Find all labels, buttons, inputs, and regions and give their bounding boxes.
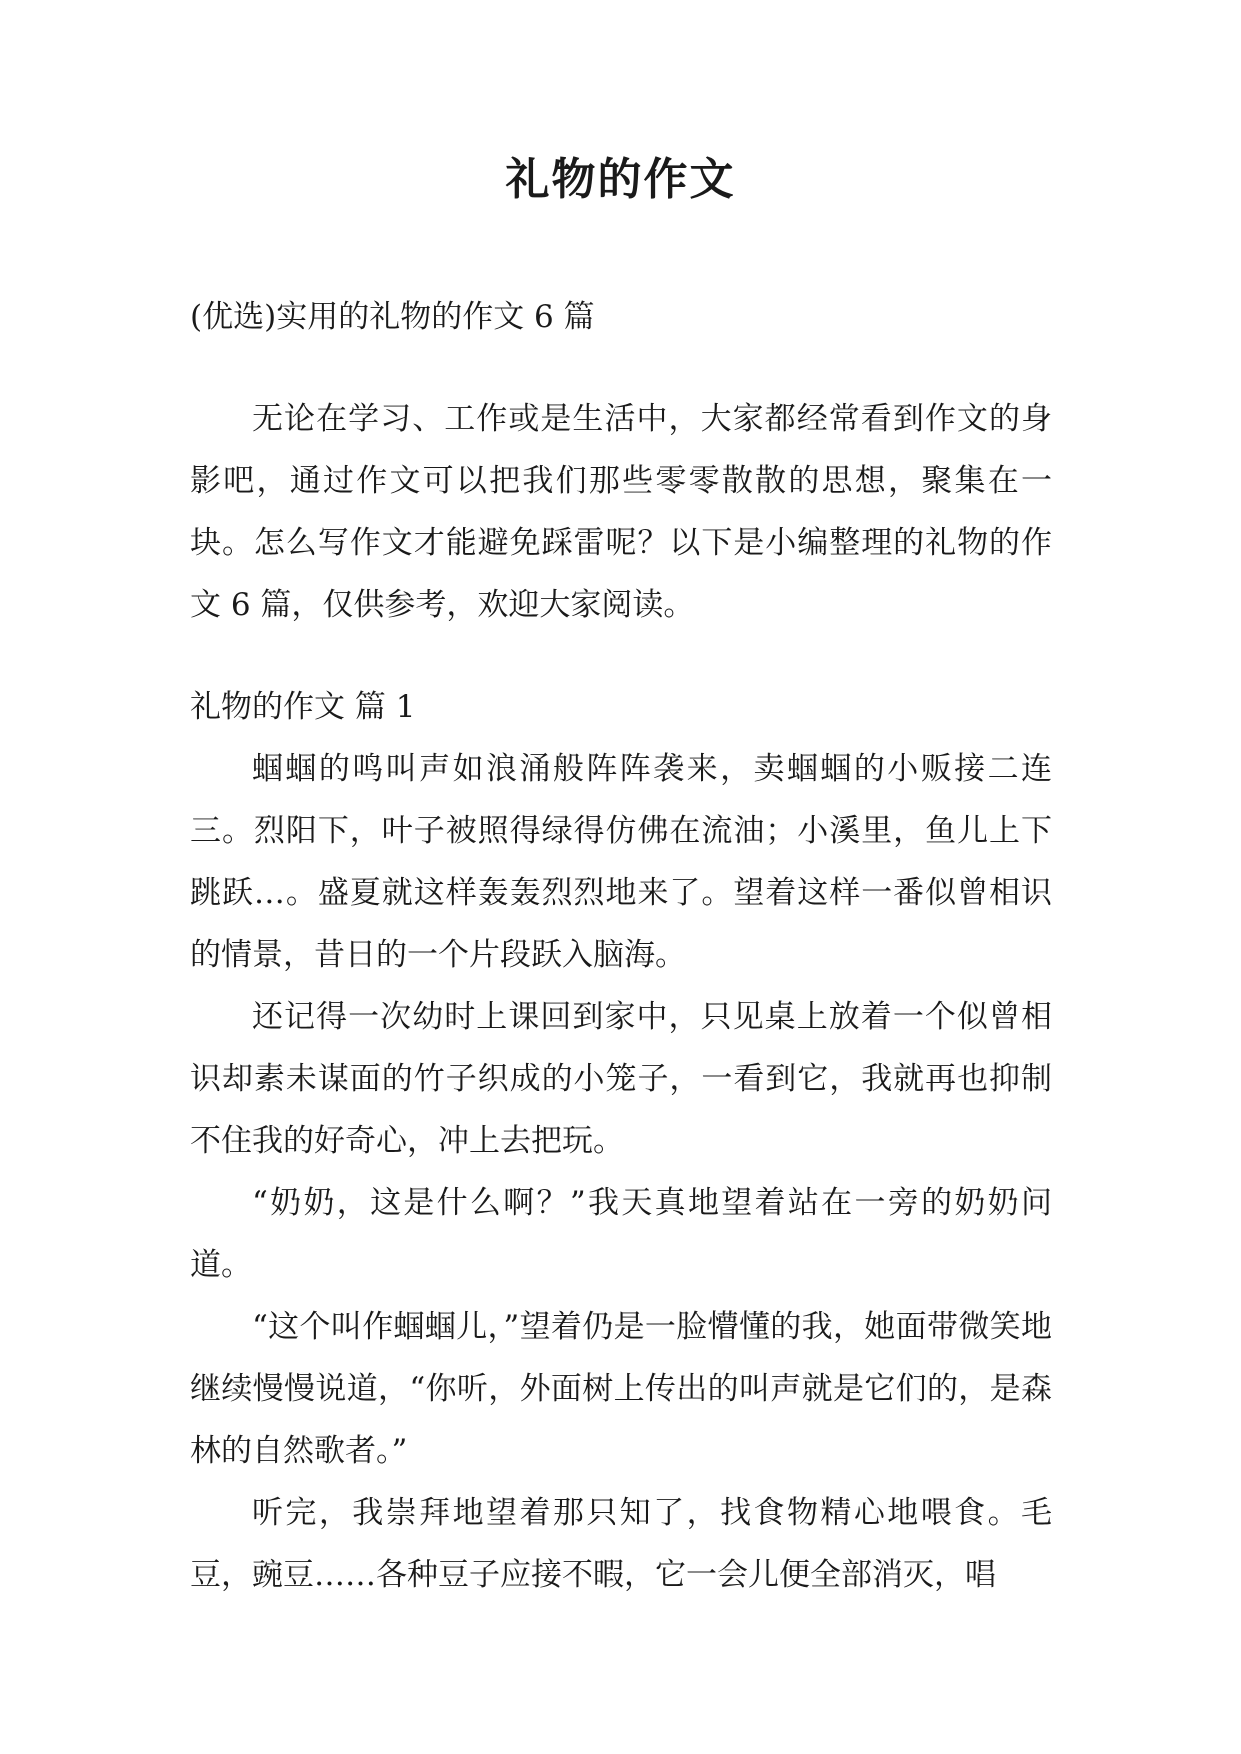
body-paragraph: 听完，我崇拜地望着那只知了，找食物精心地喂食。毛豆，豌豆……各种豆子应接不暇，它一会儿便全部消灭，唱 (190, 1495, 1052, 1593)
body-paragraph: 还记得一次幼时上课回到家中，只见桌上放着一个似曾相识却素未谋面的竹子织成的小笼子，一看到它，我就再也抑制不住我的好奇心，冲上去把玩。 (190, 999, 1052, 1159)
document-title: 礼物的作文 (505, 154, 736, 205)
body-paragraph: 蝈蝈的鸣叫声如浪涌般阵阵袭来，卖蝈蝈的小贩接二连三。烈阳下，叶子被照得绿得仿佛在流油；小溪里，鱼儿上下跳跃…。盛夏就这样轰轰烈烈地来了。望着这样一番似曾相识的情景，昔日的一个片段跃入脑海。 (190, 751, 1052, 973)
document-body (190, 286, 1052, 1606)
body-paragraph: “这个叫作蝈蝈儿，”望着仍是一脸懵懂的我，她面带微笑地继续慢慢说道，“你听，外面树上传出的叫声就是它们的，是森林的自然歌者。” (190, 1309, 1052, 1469)
document-subtitle: (优选)实用的礼物的作文 6 篇 (190, 299, 595, 335)
intro-paragraph: 无论在学习、工作或是生活中，大家都经常看到作文的身影吧，通过作文可以把我们那些零零散散的思想，聚集在一块。怎么写作文才能避免踩雷呢？以下是小编整理的礼物的作文 6 篇，仅供参考，欢迎大家阅读。 (190, 401, 1052, 623)
section-heading: 礼物的作文 篇 1 (190, 689, 416, 725)
body-paragraph: “奶奶，这是什么啊？”我天真地望着站在一旁的奶奶问道。 (190, 1185, 1052, 1283)
